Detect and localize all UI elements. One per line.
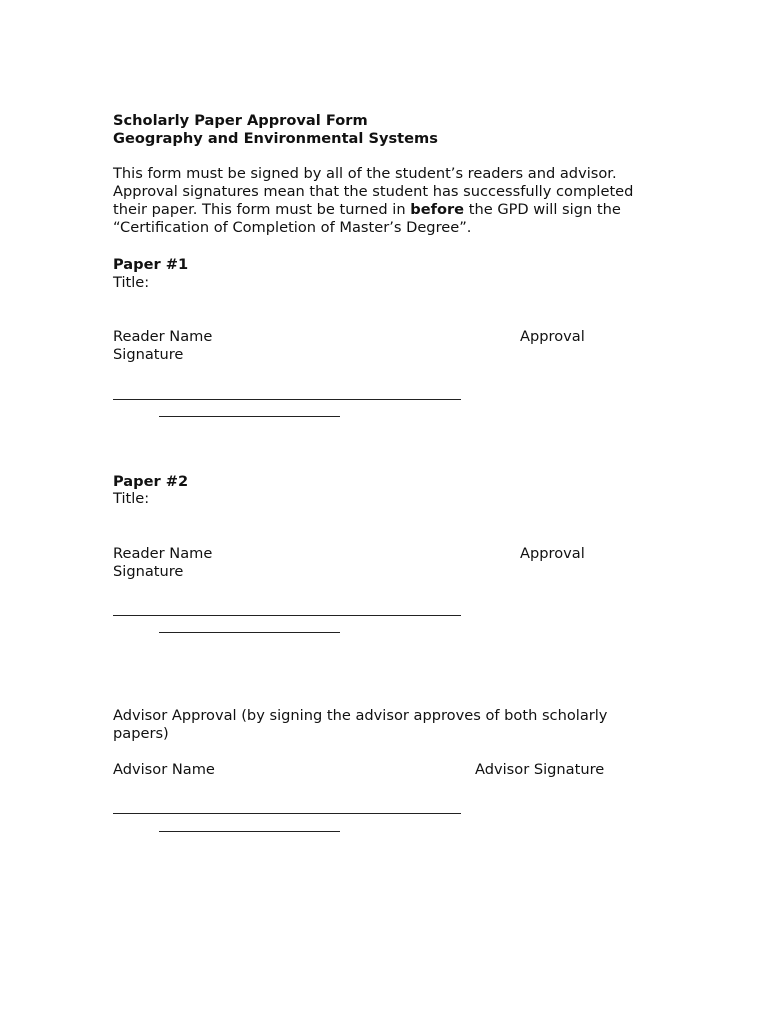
instructions-text: the GPD will sign the [464, 201, 621, 218]
department-name: Geography and Environmental Systems [113, 130, 438, 147]
paper2-heading: Paper #2 [113, 473, 189, 490]
paper1-approval-label: Approval [520, 328, 585, 345]
advisor-signature-line[interactable] [159, 831, 340, 832]
paper1-signature-line[interactable] [159, 416, 340, 417]
emphasis-before: before [410, 201, 465, 218]
instructions-text: their paper. This form must be turned in [113, 201, 411, 218]
instructions-line [113, 201, 673, 219]
advisor-approval-text: Advisor Approval (by signing the advisor approves of both scholarly [113, 707, 608, 724]
paper1-heading: Paper #1 [113, 256, 189, 273]
paper1-title-label: Title: [113, 274, 150, 291]
instructions-paragraph [113, 165, 673, 237]
instructions-line: Approval signatures mean that the student has successfully completed [113, 183, 634, 200]
paper2-approval-label: Approval [520, 545, 585, 562]
form-title: Scholarly Paper Approval Form [113, 112, 368, 129]
paper2-reader-name-label: Reader Name [113, 545, 213, 562]
advisor-signature-label: Advisor Signature [475, 761, 605, 778]
advisor-approval-text-cont: papers) [113, 725, 169, 742]
advisor-name-label: Advisor Name [113, 761, 215, 778]
paper1-reader-name-line[interactable] [113, 399, 461, 400]
instructions-line: This form must be signed by all of the student’s readers and advisor. [113, 165, 617, 182]
paper1-signature-label: Signature [113, 346, 184, 363]
paper2-signature-line[interactable] [159, 632, 340, 633]
paper2-title-label: Title: [113, 490, 150, 507]
advisor-name-line[interactable] [113, 813, 461, 814]
paper2-signature-label: Signature [113, 563, 184, 580]
instructions-line: “Certification of Completion of Master’s Degree”. [113, 219, 472, 236]
paper2-reader-name-line[interactable] [113, 615, 461, 616]
paper1-reader-name-label: Reader Name [113, 328, 213, 345]
